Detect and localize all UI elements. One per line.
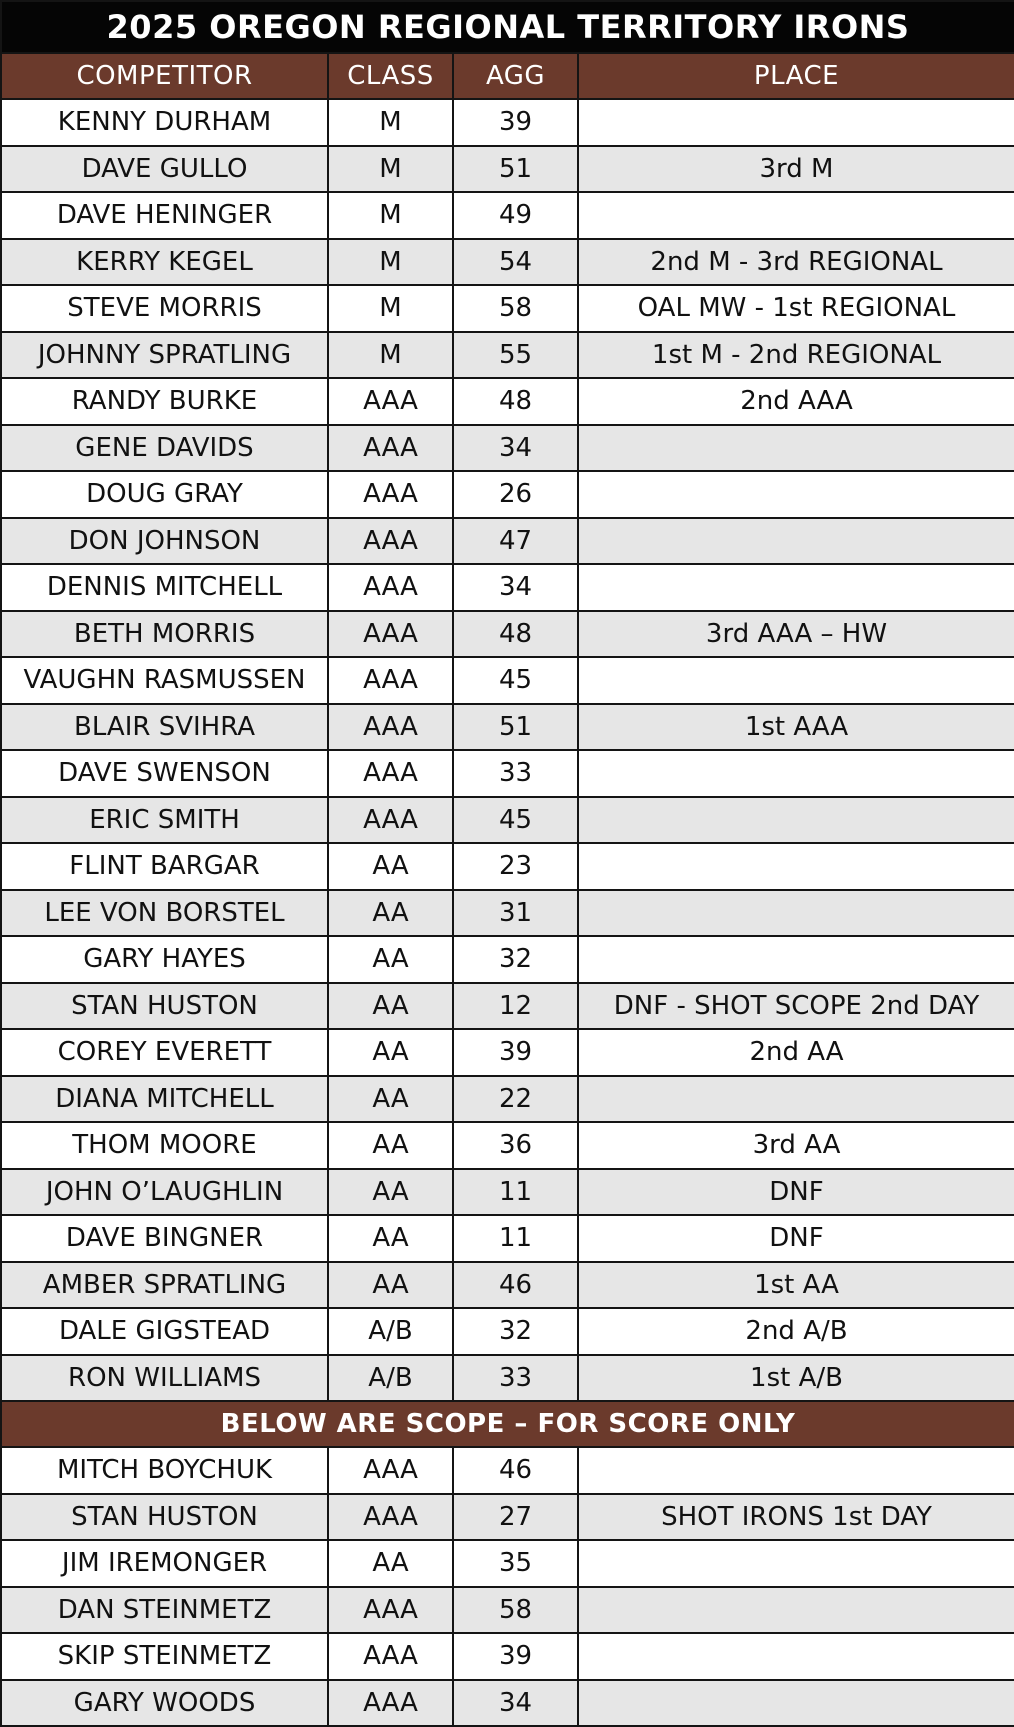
competitor-cell: THOM MOORE bbox=[1, 1122, 328, 1169]
competitor-cell: STAN HUSTON bbox=[1, 1494, 328, 1541]
table-row bbox=[1, 1447, 1014, 1494]
place-cell: OAL MW - 1st REGIONAL bbox=[578, 285, 1014, 332]
competitor-cell: ERIC SMITH bbox=[1, 797, 328, 844]
agg-cell: 47 bbox=[453, 518, 578, 565]
table-row bbox=[1, 1029, 1014, 1076]
place-cell: DNF bbox=[578, 1215, 1014, 1262]
place-cell bbox=[578, 843, 1014, 890]
place-cell bbox=[578, 1680, 1014, 1727]
place-cell bbox=[578, 750, 1014, 797]
competitor-cell: MITCH BOYCHUK bbox=[1, 1447, 328, 1494]
place-cell bbox=[578, 1633, 1014, 1680]
class-cell: AAA bbox=[328, 1447, 453, 1494]
class-cell: AA bbox=[328, 843, 453, 890]
class-cell: AA bbox=[328, 983, 453, 1030]
competitor-cell: DON JOHNSON bbox=[1, 518, 328, 565]
agg-cell: 34 bbox=[453, 1680, 578, 1727]
place-cell bbox=[578, 518, 1014, 565]
competitor-cell: DAVE BINGNER bbox=[1, 1215, 328, 1262]
table-row bbox=[1, 146, 1014, 193]
agg-cell: 26 bbox=[453, 471, 578, 518]
table-row bbox=[1, 1076, 1014, 1123]
table-row bbox=[1, 1169, 1014, 1216]
table-row bbox=[1, 1540, 1014, 1587]
competitor-cell: JIM IREMONGER bbox=[1, 1540, 328, 1587]
class-cell: AAA bbox=[328, 564, 453, 611]
class-cell: AA bbox=[328, 1540, 453, 1587]
competitor-cell: DAVE GULLO bbox=[1, 146, 328, 193]
place-cell bbox=[578, 1587, 1014, 1634]
place-cell bbox=[578, 1076, 1014, 1123]
place-cell bbox=[578, 1447, 1014, 1494]
table-row bbox=[1, 1680, 1014, 1727]
agg-cell: 45 bbox=[453, 657, 578, 704]
place-cell bbox=[578, 936, 1014, 983]
class-cell: AAA bbox=[328, 518, 453, 565]
place-cell bbox=[578, 657, 1014, 704]
agg-cell: 36 bbox=[453, 1122, 578, 1169]
class-cell: AA bbox=[328, 1122, 453, 1169]
place-cell: DNF bbox=[578, 1169, 1014, 1216]
agg-cell: 45 bbox=[453, 797, 578, 844]
competitor-cell: BETH MORRIS bbox=[1, 611, 328, 658]
competitor-cell: COREY EVERETT bbox=[1, 1029, 328, 1076]
class-cell: AAA bbox=[328, 1494, 453, 1541]
competitor-cell: DIANA MITCHELL bbox=[1, 1076, 328, 1123]
agg-cell: 48 bbox=[453, 378, 578, 425]
agg-cell: 34 bbox=[453, 425, 578, 472]
header-row bbox=[1, 53, 1014, 99]
competitor-cell: JOHNNY SPRATLING bbox=[1, 332, 328, 379]
class-cell: M bbox=[328, 285, 453, 332]
table-row bbox=[1, 797, 1014, 844]
table-row bbox=[1, 1494, 1014, 1541]
agg-cell: 54 bbox=[453, 239, 578, 286]
agg-cell: 22 bbox=[453, 1076, 578, 1123]
table-row bbox=[1, 1633, 1014, 1680]
class-cell: AAA bbox=[328, 657, 453, 704]
place-cell: SHOT IRONS 1st DAY bbox=[578, 1494, 1014, 1541]
scope-section-row bbox=[1, 1401, 1014, 1447]
place-cell: 3rd M bbox=[578, 146, 1014, 193]
class-cell: M bbox=[328, 146, 453, 193]
agg-cell: 12 bbox=[453, 983, 578, 1030]
place-cell: 1st AAA bbox=[578, 704, 1014, 751]
class-cell: AAA bbox=[328, 1587, 453, 1634]
competitor-cell: DAN STEINMETZ bbox=[1, 1587, 328, 1634]
agg-cell: 46 bbox=[453, 1262, 578, 1309]
class-cell: AAA bbox=[328, 750, 453, 797]
class-cell: AAA bbox=[328, 1633, 453, 1680]
table-row bbox=[1, 285, 1014, 332]
place-cell bbox=[578, 471, 1014, 518]
competitor-column-header: COMPETITOR bbox=[1, 53, 328, 99]
competitor-cell: KENNY DURHAM bbox=[1, 99, 328, 146]
agg-cell: 34 bbox=[453, 564, 578, 611]
table-row bbox=[1, 332, 1014, 379]
place-cell: 3rd AA bbox=[578, 1122, 1014, 1169]
table-row bbox=[1, 750, 1014, 797]
table-row bbox=[1, 1215, 1014, 1262]
class-cell: AA bbox=[328, 1076, 453, 1123]
competitor-cell: AMBER SPRATLING bbox=[1, 1262, 328, 1309]
class-cell: AAA bbox=[328, 704, 453, 751]
class-cell: AA bbox=[328, 1262, 453, 1309]
competitor-cell: JOHN O’LAUGHLIN bbox=[1, 1169, 328, 1216]
place-cell: DNF - SHOT SCOPE 2nd DAY bbox=[578, 983, 1014, 1030]
table-row bbox=[1, 99, 1014, 146]
agg-cell: 46 bbox=[453, 1447, 578, 1494]
agg-cell: 33 bbox=[453, 1355, 578, 1402]
competitor-cell: DENNIS MITCHELL bbox=[1, 564, 328, 611]
place-cell bbox=[578, 99, 1014, 146]
class-cell: AAA bbox=[328, 378, 453, 425]
table-row bbox=[1, 1308, 1014, 1355]
competitor-cell: SKIP STEINMETZ bbox=[1, 1633, 328, 1680]
class-cell: AAA bbox=[328, 425, 453, 472]
table-row bbox=[1, 378, 1014, 425]
place-column-header: PLACE bbox=[578, 53, 1014, 99]
competitor-cell: RANDY BURKE bbox=[1, 378, 328, 425]
class-cell: A/B bbox=[328, 1308, 453, 1355]
competitor-cell: DAVE SWENSON bbox=[1, 750, 328, 797]
class-cell: M bbox=[328, 332, 453, 379]
table-row bbox=[1, 843, 1014, 890]
agg-cell: 39 bbox=[453, 1029, 578, 1076]
agg-column-header: AGG bbox=[453, 53, 578, 99]
table-row bbox=[1, 192, 1014, 239]
class-cell: AA bbox=[328, 1029, 453, 1076]
table-row bbox=[1, 1355, 1014, 1402]
class-column-header: CLASS bbox=[328, 53, 453, 99]
competitor-cell: STEVE MORRIS bbox=[1, 285, 328, 332]
class-cell: AAA bbox=[328, 797, 453, 844]
agg-cell: 48 bbox=[453, 611, 578, 658]
table-row bbox=[1, 611, 1014, 658]
agg-cell: 58 bbox=[453, 1587, 578, 1634]
scope-section-label: BELOW ARE SCOPE – FOR SCORE ONLY bbox=[1, 1401, 1014, 1447]
agg-cell: 32 bbox=[453, 936, 578, 983]
class-cell: M bbox=[328, 192, 453, 239]
table-row bbox=[1, 425, 1014, 472]
competitor-cell: DOUG GRAY bbox=[1, 471, 328, 518]
competitor-cell: FLINT BARGAR bbox=[1, 843, 328, 890]
competitor-cell: GARY WOODS bbox=[1, 1680, 328, 1727]
agg-cell: 51 bbox=[453, 146, 578, 193]
class-cell: AA bbox=[328, 1215, 453, 1262]
table-row bbox=[1, 936, 1014, 983]
table-row bbox=[1, 1587, 1014, 1634]
agg-cell: 27 bbox=[453, 1494, 578, 1541]
agg-cell: 11 bbox=[453, 1169, 578, 1216]
class-cell: A/B bbox=[328, 1355, 453, 1402]
agg-cell: 31 bbox=[453, 890, 578, 937]
class-cell: AA bbox=[328, 890, 453, 937]
table-title: 2025 OREGON REGIONAL TERRITORY IRONS bbox=[1, 1, 1014, 53]
place-cell: 1st A/B bbox=[578, 1355, 1014, 1402]
competitor-cell: RON WILLIAMS bbox=[1, 1355, 328, 1402]
place-cell bbox=[578, 425, 1014, 472]
place-cell: 2nd A/B bbox=[578, 1308, 1014, 1355]
class-cell: AAA bbox=[328, 1680, 453, 1727]
table-row bbox=[1, 239, 1014, 286]
agg-cell: 51 bbox=[453, 704, 578, 751]
place-cell: 1st M - 2nd REGIONAL bbox=[578, 332, 1014, 379]
place-cell: 2nd M - 3rd REGIONAL bbox=[578, 239, 1014, 286]
table-row bbox=[1, 471, 1014, 518]
agg-cell: 11 bbox=[453, 1215, 578, 1262]
table-row bbox=[1, 890, 1014, 937]
place-cell bbox=[578, 890, 1014, 937]
scope-results-body bbox=[1, 1447, 1014, 1726]
agg-cell: 33 bbox=[453, 750, 578, 797]
table-row bbox=[1, 1122, 1014, 1169]
agg-cell: 49 bbox=[453, 192, 578, 239]
agg-cell: 39 bbox=[453, 1633, 578, 1680]
table-row bbox=[1, 1262, 1014, 1309]
place-cell: 1st AA bbox=[578, 1262, 1014, 1309]
competitor-cell: KERRY KEGEL bbox=[1, 239, 328, 286]
place-cell bbox=[578, 192, 1014, 239]
place-cell bbox=[578, 564, 1014, 611]
place-cell bbox=[578, 797, 1014, 844]
competitor-cell: DALE GIGSTEAD bbox=[1, 1308, 328, 1355]
competitor-cell: DAVE HENINGER bbox=[1, 192, 328, 239]
agg-cell: 23 bbox=[453, 843, 578, 890]
agg-cell: 35 bbox=[453, 1540, 578, 1587]
table-row bbox=[1, 657, 1014, 704]
place-cell bbox=[578, 1540, 1014, 1587]
competitor-cell: VAUGHN RASMUSSEN bbox=[1, 657, 328, 704]
table-row bbox=[1, 983, 1014, 1030]
competitor-cell: GARY HAYES bbox=[1, 936, 328, 983]
class-cell: M bbox=[328, 99, 453, 146]
table-row bbox=[1, 518, 1014, 565]
competitor-cell: STAN HUSTON bbox=[1, 983, 328, 1030]
place-cell: 3rd AAA – HW bbox=[578, 611, 1014, 658]
class-cell: AAA bbox=[328, 611, 453, 658]
table-row bbox=[1, 564, 1014, 611]
agg-cell: 58 bbox=[453, 285, 578, 332]
results-body bbox=[1, 99, 1014, 1401]
class-cell: AAA bbox=[328, 471, 453, 518]
place-cell: 2nd AA bbox=[578, 1029, 1014, 1076]
competitor-cell: BLAIR SVIHRA bbox=[1, 704, 328, 751]
class-cell: AA bbox=[328, 1169, 453, 1216]
agg-cell: 39 bbox=[453, 99, 578, 146]
agg-cell: 55 bbox=[453, 332, 578, 379]
competitor-cell: LEE VON BORSTEL bbox=[1, 890, 328, 937]
place-cell: 2nd AAA bbox=[578, 378, 1014, 425]
class-cell: M bbox=[328, 239, 453, 286]
title-row bbox=[1, 1, 1014, 53]
class-cell: AA bbox=[328, 936, 453, 983]
table-row bbox=[1, 704, 1014, 751]
agg-cell: 32 bbox=[453, 1308, 578, 1355]
competitor-cell: GENE DAVIDS bbox=[1, 425, 328, 472]
